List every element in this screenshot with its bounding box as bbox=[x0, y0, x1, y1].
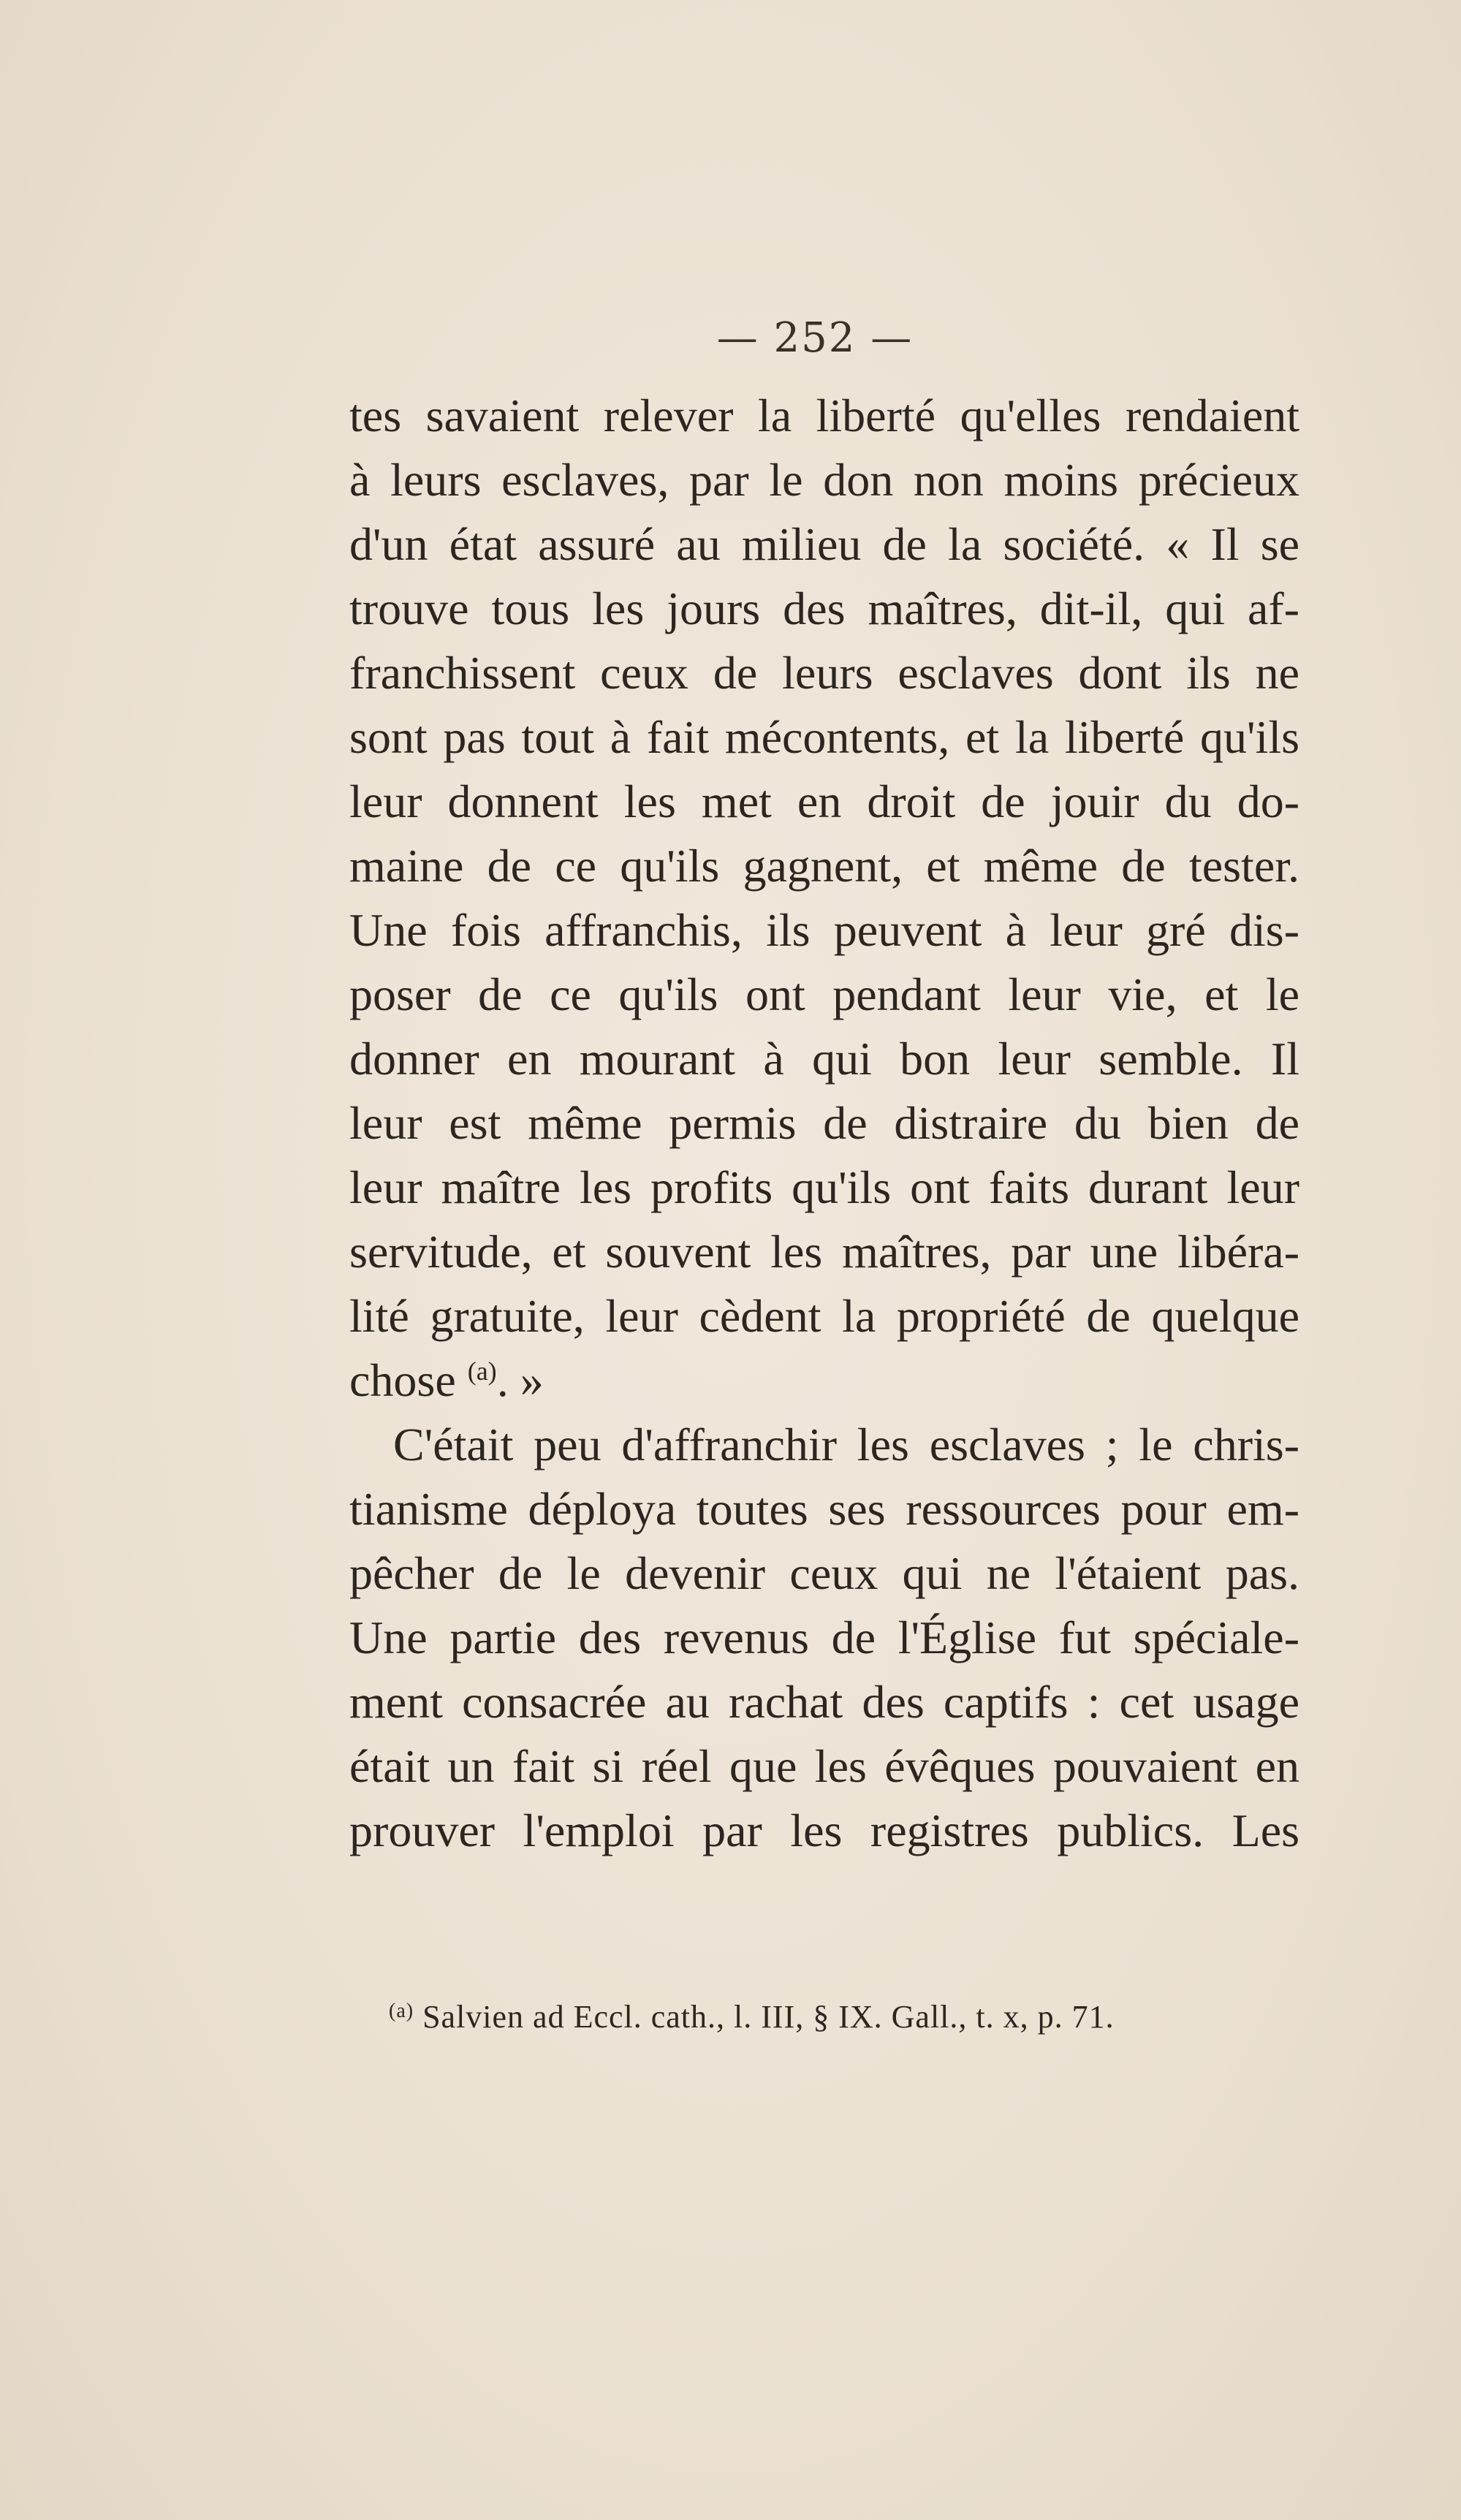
text-line: tes savaient relever la liberté qu'elles rendaient bbox=[349, 390, 1299, 441]
text-line: d'un état assuré au milieu de la société. « Il se bbox=[349, 518, 1299, 570]
text-line: leur donnent les met en droit de jouir du do- bbox=[349, 775, 1299, 827]
text-line: prouver l'emploi par les registres publics. Les bbox=[349, 1804, 1299, 1856]
text-line: leur maître les profits qu'ils ont faits durant leur bbox=[349, 1161, 1299, 1213]
text-line: franchissent ceux de leurs esclaves dont ils ne bbox=[349, 647, 1299, 699]
footnote-text: Salvien ad Eccl. cath., l. III, § IX. Gall., t. x, p. 71. bbox=[422, 1999, 1115, 2035]
footnote-marker: (a) bbox=[389, 2000, 414, 2022]
footnote-reference[interactable]: (a) bbox=[467, 1356, 497, 1386]
body-text bbox=[349, 384, 1299, 1863]
text-line: donner en mourant à qui bon leur semble. Il bbox=[349, 1033, 1299, 1085]
text-line: sont pas tout à fait mécontents, et la liberté qu'ils bbox=[349, 711, 1299, 763]
text-line: tianisme déploya toutes ses ressources pour em- bbox=[349, 1483, 1299, 1535]
text-line: trouve tous les jours des maîtres, dit-il, qui af- bbox=[349, 582, 1299, 634]
text-line-chose bbox=[349, 1348, 1299, 1413]
text-line: ment consacrée au rachat des captifs : cet usage bbox=[349, 1676, 1299, 1728]
text-line: C'était peu d'affranchir les esclaves ; le chris- bbox=[393, 1419, 1299, 1470]
text-line: maine de ce qu'ils gagnent, et même de tester. bbox=[349, 840, 1299, 892]
chose-word: chose bbox=[349, 1354, 456, 1406]
text-line: servitude, et souvent les maîtres, par une libéra- bbox=[349, 1226, 1299, 1278]
footnote bbox=[389, 1998, 1302, 2035]
text-line: lité gratuite, leur cèdent la propriété de quelque bbox=[349, 1290, 1299, 1342]
quote-close: . » bbox=[496, 1354, 544, 1406]
text-line: était un fait si réel que les évêques pouvaient en bbox=[349, 1740, 1299, 1792]
text-line: Une fois affranchis, ils peuvent à leur gré dis- bbox=[349, 904, 1299, 956]
text-line: poser de ce qu'ils ont pendant leur vie, et le bbox=[349, 968, 1299, 1020]
text-line: leur est même permis de distraire du bien de bbox=[349, 1097, 1299, 1149]
page-number: — 252 — bbox=[716, 314, 914, 362]
text-line: pêcher de le devenir ceux qui ne l'étaient pas. bbox=[349, 1547, 1299, 1599]
text-line: à leurs esclaves, par le don non moins précieux bbox=[349, 454, 1299, 506]
text-line: Une partie des revenus de l'Église fut spéciale- bbox=[349, 1612, 1299, 1663]
